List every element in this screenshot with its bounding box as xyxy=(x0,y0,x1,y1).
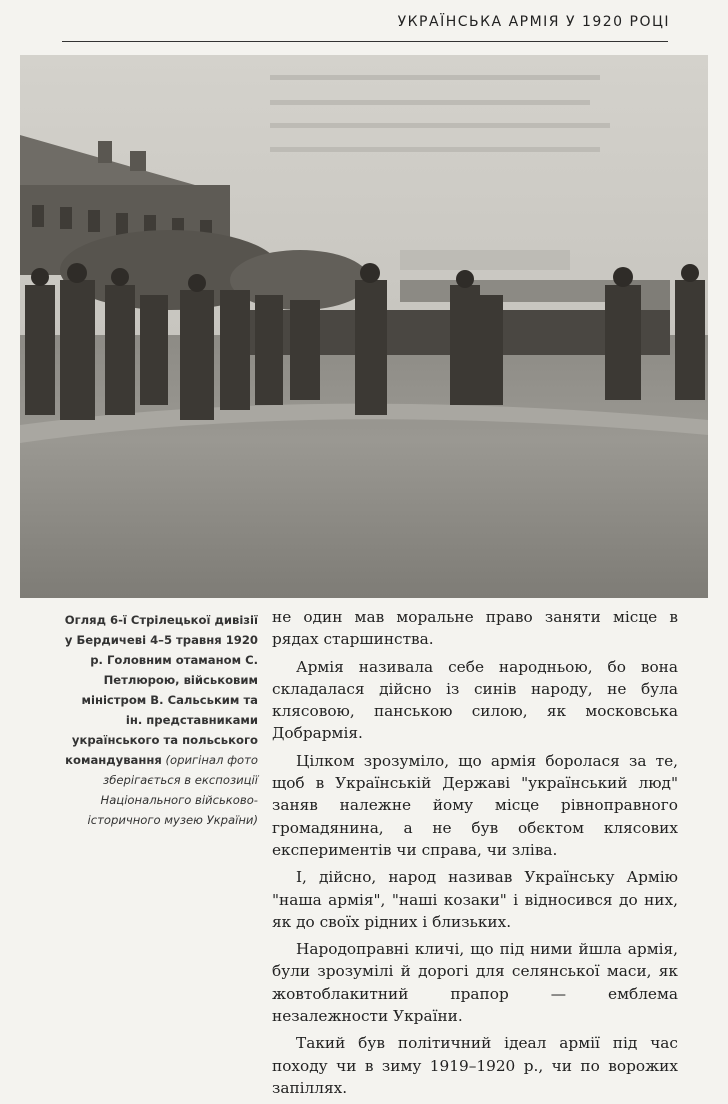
military-review-photo-icon xyxy=(20,55,708,598)
historical-photo xyxy=(20,55,708,598)
paragraph: Такий був політичний ідеал армії під час походу чи в зиму 1919–1920 р., чи по ворожих запіллях. xyxy=(272,1034,678,1097)
running-title: УКРАЇНСЬКА АРМІЯ У 1920 РОЦІ xyxy=(397,14,670,30)
paragraph: І, дійсно, народ називав Українську Армію "наша армія", "наші козаки" і відносився до них, як до своїх рідних і близьких. xyxy=(272,868,678,931)
header-rule xyxy=(62,41,668,42)
paragraph: не один мав моральне право заняти місце в рядах старшинства. xyxy=(272,608,678,649)
paragraph: Цілком зрозуміло, що армія боролася за те, щоб в Українській Державі "український люд" заняв належне йому місце рівноправного громадянина, а не був обєктом клясових експериментів чи справа, чи зліва. xyxy=(272,751,678,859)
caption-main: Огляд 6-ї Стрілецької дивізії у Бердичеві 4–5 травня 1920 р. Головним отаманом С. Петлюрою, військовим міністром В. Сальським та ін. представниками українського та польського командування xyxy=(64,613,258,767)
body-text xyxy=(272,606,678,1104)
paragraph: Народоправні кличі, що під ними йшла армія, були зрозумілі й дорогі для селянської маси, як жовтоблакитний прапор — емблема незалежности України. xyxy=(272,940,678,1026)
paragraph: Армія називала себе народньою, бо вона складалася дійсно із синів народу, не була клясовою, панською силою, як московська Добрармія. xyxy=(272,657,678,743)
caption-source-note: (оригінал фото зберігається в експозиції Національного військово-історичного музею України) xyxy=(87,753,258,827)
photo-caption xyxy=(62,610,258,830)
